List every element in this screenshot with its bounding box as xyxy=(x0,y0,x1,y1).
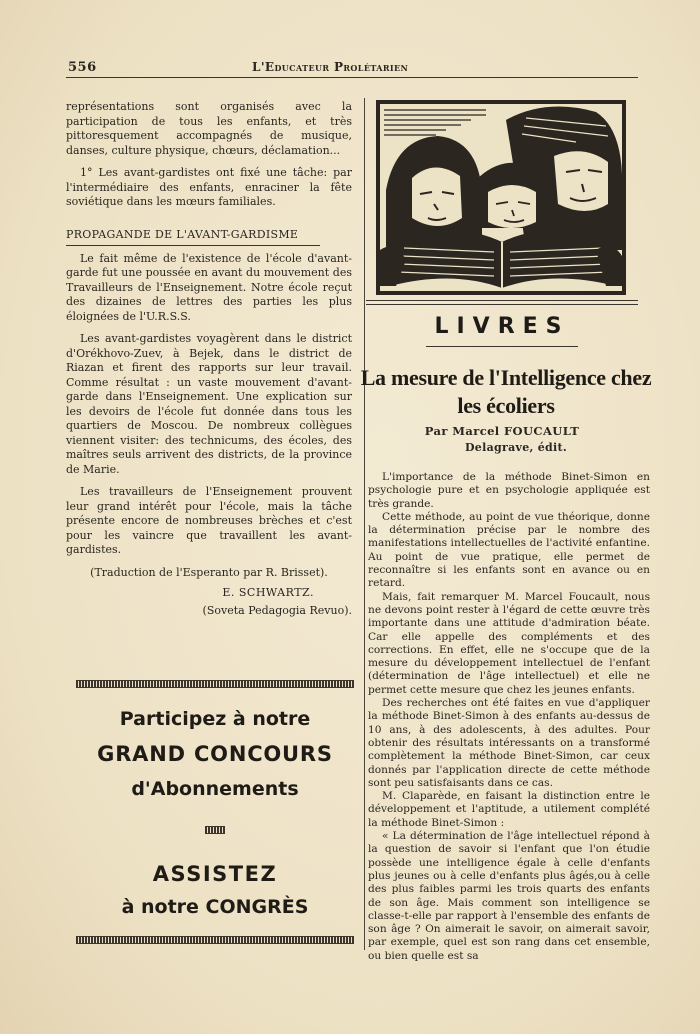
left-para-5: Les travailleurs de l'Enseignement prouvent leur grand intérêt pour l'école, mais la tâche présente encore de nombreuses brèches et c'est pour les vaincre que travaillent les avant-gardistes. xyxy=(66,485,352,556)
woodcut-children-reading-icon xyxy=(376,100,626,295)
page-header xyxy=(66,58,638,78)
left-para-4: Les avant-gardistes voyagèrent dans le district d'Orékhovo-Zuev, à Bejek, dans le district de Riazan et firent des rapports sur leur travail. Comme résultat : un vaste mouvement d'avant-garde dans l'Enseignement. Une explication sur les devoirs de l'école fut donnée dans tous les quartiers de Moscou. De nombreux collègues viennent visiter: des technicums, des écoles, des maîtres seuls arrivent des districts, de la province de Marie. xyxy=(66,332,352,476)
review-para-4: Des recherches ont été faites en vue d'appliquer la méthode Binet-Simon à des enfants au-dessus de 10 ans, à des adolescents, à des adultes. Pour obtenir des résultats intéressants on a transformé complètement la méthode Binet-Simon, car ceux donnés par l'application directe de cette méthode sont peu satisfaisants dans ce cas. xyxy=(368,697,650,789)
illustration-rule xyxy=(366,300,638,305)
signature-source: (Soveta Pedagogia Revuo). xyxy=(202,603,352,617)
review-para-5: M. Claparède, en faisant la distinction entre le développement et l'aptitude, a utilement complété la méthode Binet-Simon : xyxy=(368,790,650,829)
advertisement-box xyxy=(76,680,354,950)
page-number: 556 xyxy=(68,60,97,75)
section-heading-propagande: PROPAGANDE DE L'AVANT-GARDISME xyxy=(66,228,320,246)
review-para-3: Mais, fait remarquer M. Marcel Foucault, nous ne devons point rester à l'égard de cette œuvre très importante dans une attitude d'admiration béate. Car elle appelle des compléments et des corrections. En effet, elle ne s'occupe que de la mesure du développement intellectuel de l'enfant (détermination de l'âge intellectuel) et elle ne permet cette mesure que chez les jeunes enfants. xyxy=(368,590,650,696)
book-publisher: Delagrave, édit. xyxy=(464,441,568,454)
left-para-2: 1° Les avant-gardistes ont fixé une tâche: par l'intermédiaire des enfants, enraciner la fête soviétique dans les mœurs familiales. xyxy=(66,166,352,208)
book-title: La mesure de l'Intelligence chez les écoliers xyxy=(360,365,652,418)
book-review-body xyxy=(368,471,650,963)
left-column xyxy=(66,100,352,618)
signature-name: E. SCHWARTZ. xyxy=(222,585,314,599)
review-para-6: « La détermination de l'âge intellectuel répond à la question de savoir si l'enfant que l'on étudie possède une intelligence égale à celle d'enfants plus jeunes ou à celle d'enfants plus âgés,ou à celle des plus faibles parmi les trois quarts des enfants de son âge. Mais comment son intelligence se classe-t-elle par rapport à l'ensemble des enfants de son âge ? On aimerait le savoir, on aimerait savoir, par exemple, quel est son rang dans cet ensemble, ou bien quelle est sa xyxy=(368,830,650,962)
translation-credit: (Traduction de l'Esperanto par R. Brisset). xyxy=(90,565,328,579)
header-rule xyxy=(66,77,638,78)
review-para-2: Cette méthode, au point de vue théorique, donne la détermination précise par le nombre des manifestations intellectuelles de l'activité enfantine. Au point de vue pratique, elle permet de reconnaître si les enfants sont en avance ou en retard. xyxy=(368,510,650,590)
running-title: L'Educateur Prolétarien xyxy=(252,60,409,74)
left-para-3: Le fait même de l'existence de l'école d'avant-garde fut une poussée en avant du mouvement des Travailleurs de l'Enseignement. Notre école reçut des dizaines de lettres des parties les plus éloignées de l'U.R.S.S. xyxy=(66,251,352,323)
book-author: Par Marcel FOUCAULT xyxy=(424,424,580,438)
ad-line-3: d'Abonnements xyxy=(131,778,299,800)
livres-rule xyxy=(426,346,578,347)
ad-line-4: ASSISTEZ xyxy=(152,862,278,886)
section-heading-livres: LIVRES xyxy=(434,314,570,339)
ad-line-1: Participez à notre xyxy=(119,708,311,730)
left-para-1: représentations sont organisés avec la participation de tous les enfants, et très pittoresquement accompagnés de musique, danses, culture physique, chœurs, déclamation... xyxy=(66,100,352,157)
ad-top-rule xyxy=(76,680,354,688)
ad-ornament xyxy=(205,826,225,834)
column-divider xyxy=(364,98,365,950)
ad-line-5: à notre CONGRÈS xyxy=(121,896,309,918)
review-para-1: L'importance de la méthode Binet-Simon en psychologie pure et en psychologie appliquée est très grande. xyxy=(368,471,650,510)
ad-line-2: GRAND CONCOURS xyxy=(97,742,333,766)
ad-bottom-rule xyxy=(76,936,354,944)
